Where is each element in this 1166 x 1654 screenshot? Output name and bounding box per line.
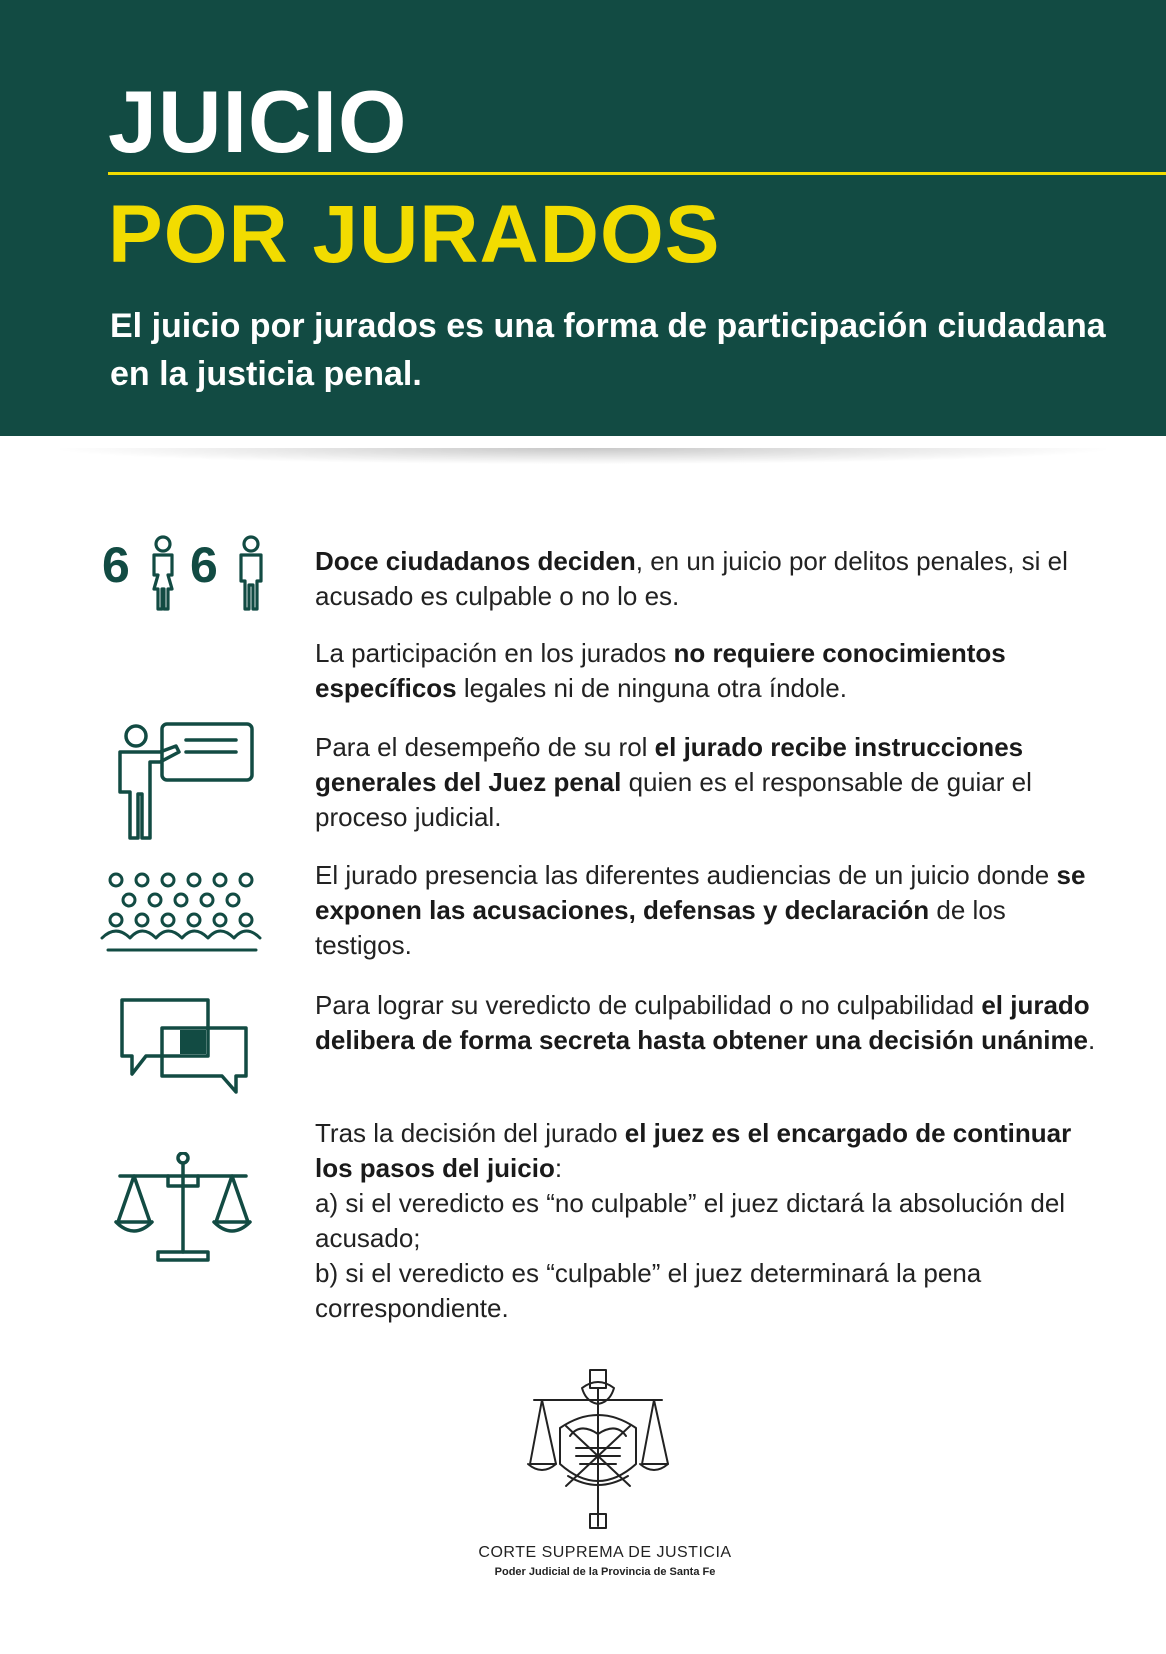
item-3-bold: el jurado recibe instrucciones generales del Juez penal <box>315 732 1024 797</box>
title-divider <box>108 172 1166 175</box>
court-emblem-logo <box>526 1366 670 1541</box>
audience-icon <box>98 872 266 952</box>
item-2-bold: no requiere conocimientos específicos <box>315 638 1006 703</box>
footer-subtitle: Poder Judicial de la Provincia de Santa Fe <box>494 1566 716 1578</box>
item-hearings <box>315 858 1105 963</box>
item-3-text-b: quien es el responsable de guiar el proceso judicial. <box>315 767 1032 832</box>
item-3-text-a: Para el desempeño de su rol <box>315 732 655 762</box>
title-line-2: POR JURADOS <box>108 189 721 280</box>
item-4-text-a: El jurado presencia las diferentes audiencias de un juicio donde <box>315 860 1057 890</box>
instructor-board-icon <box>116 722 256 840</box>
item-2-text-a: La participación en los jurados <box>315 638 674 668</box>
item-6-text-b: : <box>554 1153 563 1183</box>
footer-institution: CORTE SUPREMA DE JUSTICIA <box>478 1544 732 1561</box>
item-4-text-b: de los testigos. <box>315 895 1006 960</box>
item-5-text-a: Para lograr su veredicto de culpabilidad o no culpabilidad <box>315 990 982 1020</box>
header-shadow <box>60 448 1106 464</box>
man-icon <box>236 535 266 613</box>
item-no-knowledge-required <box>315 636 1105 706</box>
woman-icon <box>148 535 178 613</box>
item-6-line-a: a) si el veredicto es “no culpable” el juez dictará la absolución del acusado; <box>315 1188 1066 1253</box>
item-6-bold: el juez es el encargado de continuar los pasos del juicio <box>315 1118 1072 1183</box>
speech-bubbles-icon <box>118 996 250 1094</box>
item-4-bold: se exponen las acusaciones, defensas y declaración <box>315 860 1086 925</box>
item-5-text-b: . <box>1088 1025 1096 1055</box>
title-line-1: JUICIO <box>108 72 408 171</box>
item-6-text-a: Tras la decisión del jurado <box>315 1118 625 1148</box>
item-5-bold: el jurado delibera de forma secreta hasta obtener una decisión unánime <box>315 990 1090 1055</box>
jury-count-women: 6 <box>102 537 130 593</box>
item-2-text-b: legales ni de ninguna otra índole. <box>456 673 847 703</box>
scales-of-justice-icon <box>112 1152 254 1264</box>
item-6-line-b: b) si el veredicto es “culpable” el juez determinará la pena correspondiente. <box>315 1258 982 1323</box>
jury-count-men: 6 <box>190 537 218 593</box>
item-deliberation <box>315 988 1105 1058</box>
item-twelve-citizens <box>315 544 1105 614</box>
header-subtitle: El juicio por jurados es una forma de participación ciudadana en la justicia penal. <box>110 307 1106 393</box>
header-banner <box>0 0 1166 436</box>
item-1-text: , en un juicio por delitos penales, si el acusado es culpable o no lo es. <box>315 546 1068 611</box>
item-judge-continues <box>315 1116 1105 1326</box>
item-1-bold: Doce ciudadanos deciden <box>315 546 636 576</box>
item-judge-instructions <box>315 730 1105 835</box>
